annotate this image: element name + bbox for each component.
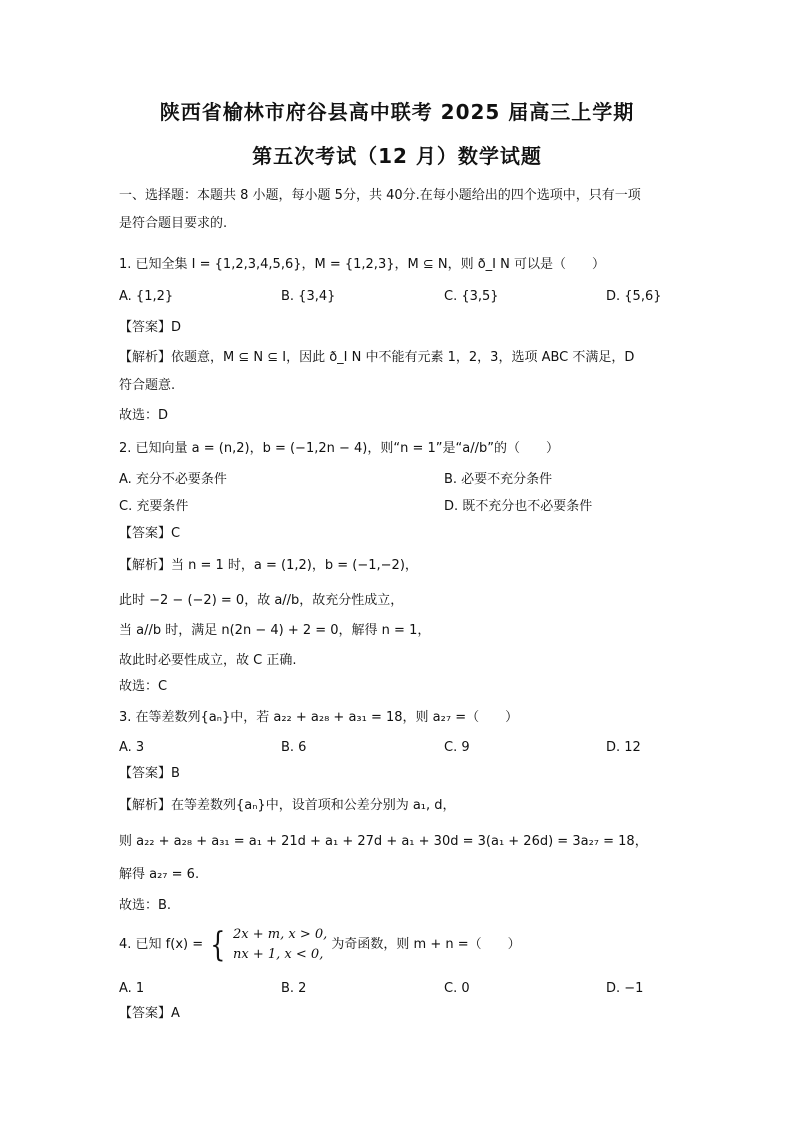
- q2-analysis-line4: 故此时必要性成立，故 C 正确.: [119, 653, 297, 668]
- q4-option-c: C. 0: [444, 981, 470, 996]
- q3-option-c: C. 9: [444, 740, 470, 755]
- document-title-line2: 第五次考试（12 月）数学试题: [252, 144, 542, 168]
- q2-stem: 2. 已知向量 a = (n,2)，b = (−1,2n − 4)，则“n = 1”是“a//b”的（ ）: [119, 441, 559, 456]
- q4-piecewise-cases: [233, 925, 327, 965]
- q1-option-d: D. {5,6}: [606, 289, 662, 304]
- q3-analysis-line1: 【解析】在等差数列{aₙ}中，设首项和公差分别为 a₁, d，: [119, 798, 456, 813]
- q1-conclusion: 故选：D: [119, 408, 169, 423]
- q2-option-c: C. 充要条件: [119, 499, 189, 514]
- q1-answer: 【答案】D: [119, 320, 182, 335]
- q4-option-b: B. 2: [281, 981, 307, 996]
- q4-answer: 【答案】A: [119, 1006, 180, 1021]
- q3-option-b: B. 6: [281, 740, 307, 755]
- q4-stem: [119, 922, 679, 968]
- section-intro-line2: 是符合题目要求的.: [119, 216, 228, 231]
- q3-option-d: D. 12: [606, 740, 641, 755]
- q2-option-b: B. 必要不充分条件: [444, 472, 553, 487]
- q4-case-1: 2x + m, x > 0,: [233, 926, 328, 942]
- q1-analysis-line1: 【解析】依题意，M ⊆ N ⊆ I，因此 ð_I N 中不能有元素 1，2，3，选项 ABC 不满足，D: [119, 350, 635, 365]
- q2-answer: 【答案】C: [119, 526, 181, 541]
- q2-analysis-line3: 当 a//b 时，满足 n(2n − 4) + 2 = 0，解得 n = 1，: [119, 623, 431, 638]
- q3-option-a: A. 3: [119, 740, 145, 755]
- q3-answer: 【答案】B: [119, 766, 180, 781]
- q1-option-c: C. {3,5}: [444, 289, 499, 304]
- q2-conclusion: 故选：C: [119, 679, 168, 694]
- q3-analysis-line3: 解得 a₂₇ = 6.: [119, 867, 200, 882]
- q2-analysis-line2: 此时 −2 − (−2) = 0，故 a//b，故充分性成立，: [119, 593, 404, 608]
- q2-analysis-line1: 【解析】当 n = 1 时，a = (1,2)，b = (−1,−2)，: [119, 558, 418, 573]
- q4-stem-suffix: 为奇函数，则 m + n =（ ）: [331, 937, 521, 952]
- section-intro-line1: 一、选择题：本题共 8 小题，每小题 5分，共 40分.在每小题给出的四个选项中，只有一项: [119, 188, 641, 203]
- q1-option-a: A. {1,2}: [119, 289, 174, 304]
- q2-option-a: A. 充分不必要条件: [119, 472, 227, 487]
- q4-option-d: D. −1: [606, 981, 644, 996]
- q3-stem: 3. 在等差数列{aₙ}中，若 a₂₂ + a₂₈ + a₃₁ = 18，则 a₂₇ =（ ）: [119, 710, 519, 725]
- q2-option-d: D. 既不充分也不必要条件: [444, 499, 593, 514]
- q3-conclusion: 故选：B.: [119, 898, 172, 913]
- q3-analysis-line2: 则 a₂₂ + a₂₈ + a₃₁ = a₁ + 21d + a₁ + 27d + a₁ + 30d = 3(a₁ + 26d) = 3a₂₇ = 18，: [119, 834, 648, 849]
- q1-stem: 1. 已知全集 I = {1,2,3,4,5,6}，M = {1,2,3}，M ⊆ N，则 ð_I N 可以是（ ）: [119, 257, 605, 272]
- q1-analysis-line2: 符合题意.: [119, 378, 176, 393]
- q4-case-2: nx + 1, x < 0,: [233, 946, 324, 962]
- document-title-line1: 陕西省榆林市府谷县高中联考 2025 届高三上学期: [159, 100, 635, 124]
- left-brace-symbol: {: [210, 924, 226, 965]
- q1-option-b: B. {3,4}: [281, 289, 336, 304]
- q4-stem-prefix: 4. 已知 f(x) =: [119, 937, 204, 952]
- q4-option-a: A. 1: [119, 981, 145, 996]
